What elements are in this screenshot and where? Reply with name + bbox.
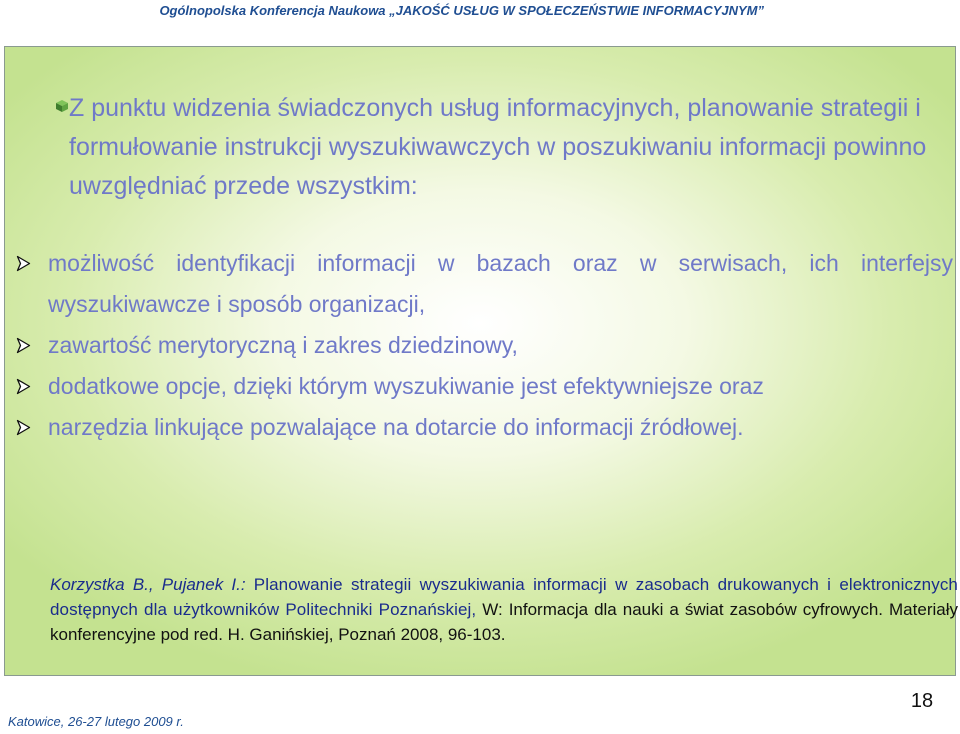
- green-cube-bullet-icon: [55, 99, 69, 113]
- bullet-text: narzędzia linkujące pozwalające na dotarcie do informacji źródłowej.: [48, 414, 744, 440]
- intro-block: [69, 89, 949, 206]
- citation-source: W: Informacja dla nauki a świat zasobów cyfrowych. Materiały konferencyjne pod red. H. Ganińskiej, Poznań 2008, 96-103.: [50, 600, 958, 644]
- arrow-right-outline-icon: [16, 255, 31, 272]
- bullet-item: [5, 407, 957, 448]
- bullet-item: [5, 366, 957, 407]
- citation-authors: Korzystka B., Pujanek I.:: [50, 575, 246, 594]
- conference-title: Ogólnopolska Konferencja Naukowa „JAKOŚĆ USŁUG W SPOŁECZEŃSTWIE INFORMACYJNYM”: [159, 3, 764, 18]
- citation: [50, 572, 958, 647]
- slide-panel: [4, 46, 956, 676]
- page-number: 18: [910, 690, 934, 712]
- bullet-list: [5, 243, 957, 448]
- arrow-right-outline-icon: [16, 337, 31, 354]
- bullet-item: [5, 325, 957, 366]
- arrow-right-outline-icon: [16, 378, 31, 395]
- arrow-right-outline-icon: [16, 419, 31, 436]
- footer-location-date: Katowice, 26-27 lutego 2009 r.: [8, 714, 184, 729]
- bullet-text: dodatkowe opcje, dzięki którym wyszukiwanie jest efektywniejsze oraz: [48, 373, 764, 399]
- intro-text: Z punktu widzenia świadczonych usług informacyjnych, planowanie strategii i formułowanie instrukcji wyszukiwawczych w poszukiwaniu informacji powinno uwzględniać przede wszystkim:: [69, 94, 927, 200]
- citation-title: Planowanie strategii wyszukiwania informacji w zasobach drukowanych i elektronicznych dostępnych dla użytkowników Politechniki Poznańskiej,: [50, 575, 958, 619]
- bullet-text: możliwość identyfikacji informacji w bazach oraz w serwisach, ich interfejsy wyszukiwawcze i sposób organizacji,: [48, 250, 953, 317]
- bullet-item: [5, 243, 957, 325]
- bullet-text: zawartość merytoryczną i zakres dziedzinowy,: [48, 332, 518, 358]
